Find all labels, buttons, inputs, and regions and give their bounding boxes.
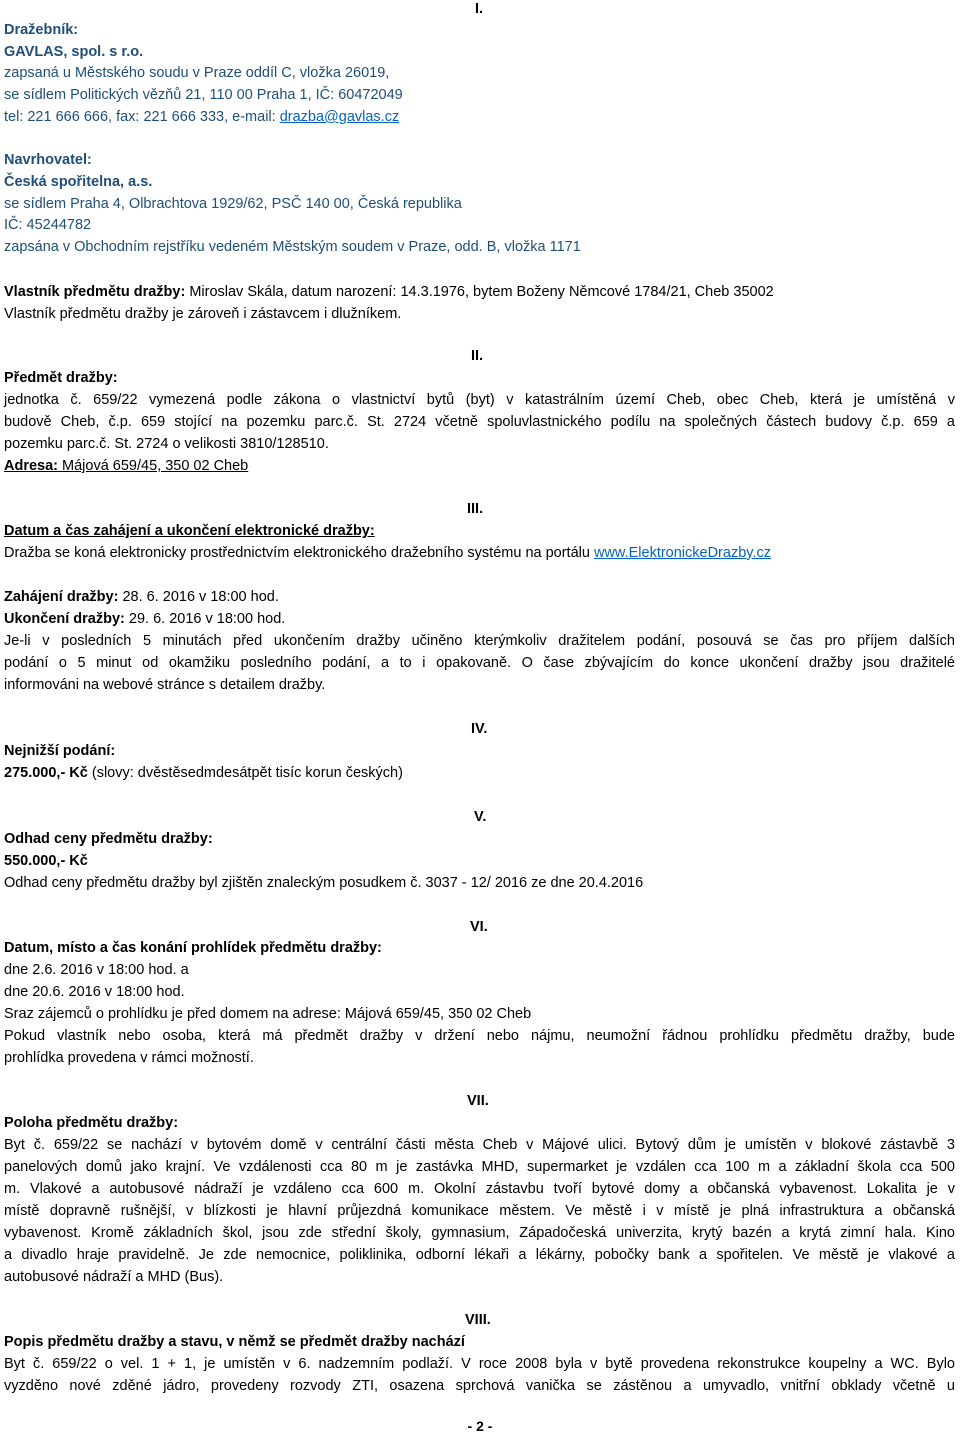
auctioneer-seat: se sídlem Politických vězňů 21, 110 00 Praha 1, IČ: 60472049 <box>4 87 403 103</box>
owner-line <box>4 281 774 303</box>
inspection-meeting: Sraz zájemců o prohlídku je před domem na adrese: Májová 659/45, 350 02 Cheb <box>4 1006 532 1022</box>
location-line: vybavenost. Kromě základních škol, jsou zde střední školy, gymnasium, Západočeská univerzita, krytý bazén a krytá zimní hala. Kino <box>4 1225 955 1241</box>
description-line-2: vyzděno nové zděné jádro, provedeny rozvody ZTI, osazena sprchová vanička se zástěnou a umyvadlo, vnitřní obklady včetně u <box>4 1378 955 1394</box>
extension-paragraph-line-2: podání o 5 minut od okamžiku posledního podání, a to i opakovaně. O čase zbývajícím do konce ukončení dražby jsou dražitelé <box>4 655 955 671</box>
location-line: autobusové nádraží a MHD (Bus). <box>4 1269 224 1285</box>
section-vii-number: VII. <box>467 1093 489 1109</box>
extension-paragraph-line-1: Je-li v posledních 5 minutách před ukončením dražby učiněno kterýmkoliv dražitelem podání, posouvá se čas pro příjem dalších <box>4 633 955 649</box>
owner-label: Vlastník předmětu dražby: <box>4 284 186 300</box>
contact-text: tel: 221 666 666, fax: 221 666 333, e-mail: <box>4 109 280 125</box>
auction-time-label: Datum a čas zahájení a ukončení elektronické dražby: <box>4 523 375 539</box>
address-value: Májová 659/45, 350 02 Cheb <box>58 458 249 474</box>
end-line <box>4 608 285 630</box>
section-iii-number: III. <box>467 501 484 517</box>
proposer-name: Česká spořitelna, a.s. <box>4 174 153 190</box>
proposer-registration: zapsána v Obchodním rejstříku vedeném Městským soudem v Praze, odd. B, vložka 1171 <box>4 239 581 255</box>
valuation-label: Odhad ceny předmětu dražby: <box>4 831 213 847</box>
section-viii-number: VIII. <box>465 1312 491 1328</box>
location-label: Poloha předmětu dražby: <box>4 1115 179 1131</box>
inspection-paragraph-line-2: prohlídka provedena v rámci možností. <box>4 1050 254 1066</box>
end-label: Ukončení dražby: <box>4 611 125 627</box>
extension-paragraph-line-3: informováni na webové stránce s detailem dražby. <box>4 677 326 693</box>
section-vi-number: VI. <box>470 919 488 935</box>
location-line: panelových domů jako krajní. Ve vzdálenosti cca 80 m je zastávka MHD, supermarket je vzdálen cca 100 m a základní škola cca 500 <box>4 1159 955 1175</box>
proposer-ic: IČ: 45244782 <box>4 217 92 233</box>
subject-line-1: jednotka č. 659/22 vymezená podle zákona o vlastnictví bytů (byt) v katastrálním území Cheb, obec Cheb, která je umístěná v <box>4 392 955 408</box>
inspection-paragraph-line-1: Pokud vlastník nebo osoba, která má předmět dražby v držení nebo nájmu, neumožní řádnou prohlídku předmětu dražby, bude <box>4 1028 955 1044</box>
inspection-date-2: dne 20.6. 2016 v 18:00 hod. <box>4 984 185 1000</box>
lowest-bid-line <box>4 762 403 784</box>
description-label: Popis předmětu dražby a stavu, v němž se předmět dražby nachází <box>4 1334 465 1350</box>
location-line: místě dopravně rušnější, v blízkosti je hlavní průjezdná komunikace městem. Ve městě i v místě je plná infrastruktura a občanská <box>4 1203 955 1219</box>
auctioneer-name: GAVLAS, spol. s r.o. <box>4 44 144 60</box>
section-ii-number: II. <box>471 348 484 364</box>
subject-line-2: budově Cheb, č.p. 659 stojící na pozemku parc.č. St. 2724 včetně spoluvlastnického podílu na společných částech budovy č.p. 659 a <box>4 414 955 430</box>
owner-note: Vlastník předmětu dražby je zároveň i zástavcem i dlužníkem. <box>4 306 402 322</box>
start-line <box>4 586 279 608</box>
lowest-bid-value: 275.000,- Kč <box>4 765 88 781</box>
lowest-bid-label: Nejnižší podání: <box>4 743 116 759</box>
location-line: m. Vlakové a autobusové nádraží je vzdáleno cca 600 m. Okolní zástavbu tvoří bytové domy a občanská vybavenost. Lokalita je v <box>4 1181 955 1197</box>
subject-line-3: pozemku parc.č. St. 2724 o velikosti 3810/128510. <box>4 436 329 452</box>
valuation-note: Odhad ceny předmětu dražby byl zjištěn znaleckým posudkem č. 3037 - 12/ 2016 ze dne 20.4.2016 <box>4 875 644 891</box>
portal-link[interactable]: www.ElektronickeDrazby.cz <box>593 545 771 561</box>
subject-label: Předmět dražby: <box>4 370 118 386</box>
section-i-number: I. <box>475 1 484 17</box>
proposer-label: Navrhovatel: <box>4 152 92 168</box>
address-label: Adresa: <box>4 458 58 474</box>
portal-line <box>4 542 771 564</box>
valuation-value: 550.000,- Kč <box>4 853 88 869</box>
inspection-label: Datum, místo a čas konání prohlídek předmětu dražby: <box>4 940 382 956</box>
auctioneer-registration: zapsaná u Městského soudu v Praze oddíl C, vložka 26019, <box>4 65 390 81</box>
portal-text: Dražba se koná elektronicky prostřednictvím elektronického dražebního systému na portálu <box>4 545 594 561</box>
lowest-bid-words: (slovy: dvěstěsedmdesátpět tisíc korun českých) <box>87 765 403 781</box>
auctioneer-label: Dražebník: <box>4 22 79 38</box>
location-line: Byt č. 659/22 se nachází v bytovém domě v centrální části města Cheb v Májové ulici. Bytový dům je umístěn v blokové zástavbě 3 <box>4 1137 955 1153</box>
section-v-number: V. <box>474 809 487 825</box>
description-line-1: Byt č. 659/22 o vel. 1 + 1, je umístěn v 6. nadzemním podlaží. V roce 2008 byla v bytě provedena rekonstrukce koupelny a WC. Bylo <box>4 1356 955 1372</box>
email-link[interactable]: drazba@gavlas.cz <box>279 109 400 125</box>
start-value: 28. 6. 2016 v 18:00 hod. <box>118 589 279 605</box>
end-value: 29. 6. 2016 v 18:00 hod. <box>124 611 286 627</box>
owner-text: Miroslav Skála, datum narození: 14.3.1976, bytem Boženy Němcové 1784/21, Cheb 35002 <box>185 284 774 300</box>
address-line <box>4 455 248 477</box>
inspection-date-1: dne 2.6. 2016 v 18:00 hod. a <box>4 962 189 978</box>
page-number: - 2 - <box>467 1418 493 1434</box>
location-line: a divadlo hraje pravidelně. Je zde nemocnice, poliklinika, odborní lékaři a lékárny, pobočky bank a spořitelen. Ve městě je vlakové a <box>4 1247 955 1263</box>
start-label: Zahájení dražby: <box>4 589 119 605</box>
auctioneer-contact <box>4 106 399 128</box>
section-iv-number: IV. <box>471 721 488 737</box>
proposer-seat: se sídlem Praha 4, Olbrachtova 1929/62, PSČ 140 00, Česká republika <box>4 196 462 212</box>
